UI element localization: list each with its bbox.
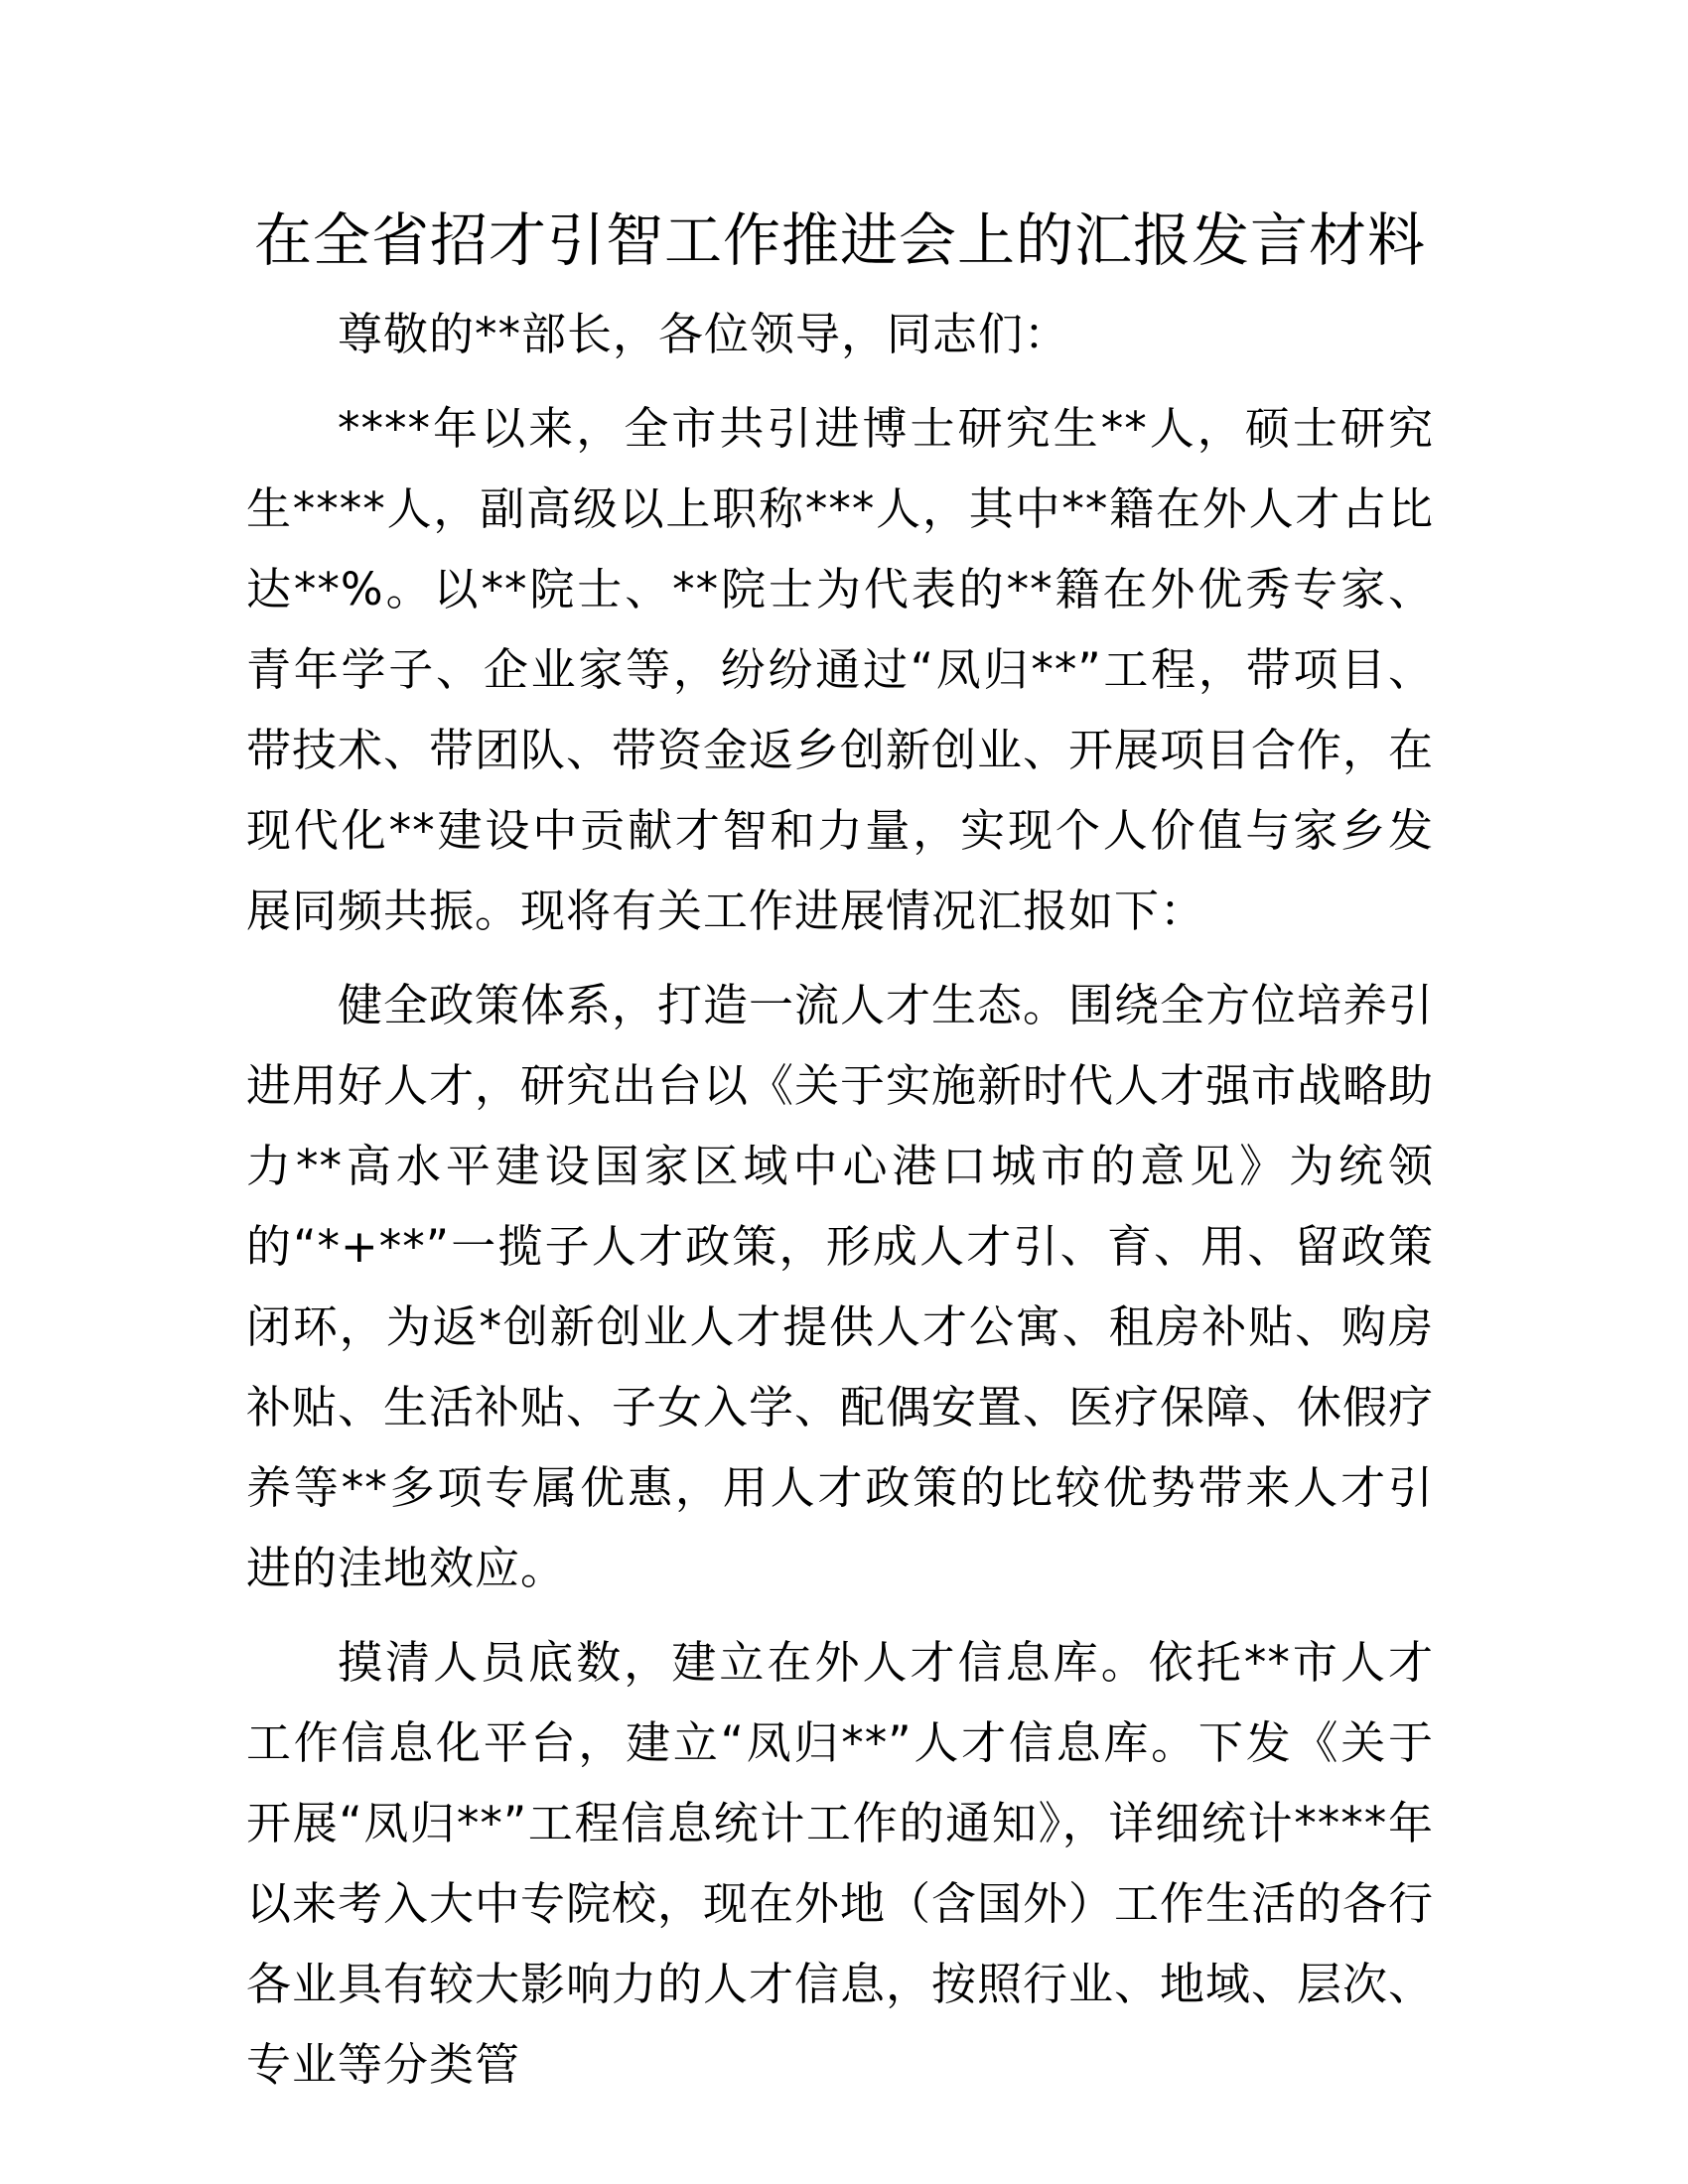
document-title: 在全省招才引智工作推进会上的汇报发言材料 (253, 206, 1426, 274)
document-body (246, 195, 1434, 2105)
paragraph-talent-database: 摸清人员底数，建立在外人才信息库。依托**市人才工作信息化平台，建立“凤归**”人才信息库。下发《关于开展“凤归**”工程信息统计工作的通知》，详细统计****年以来考入大中专院校，现在外地（含国外）工作生活的各行各业具有较大影响力的人才信息，按照行业、地域、层次、专业等分类管 (246, 1636, 1435, 2091)
paragraph-policy-system: 健全政策体系，打造一流人才生态。围绕全方位培养引进用好人才，研究出台以《关于实施新时代人才强市战略助力**高水平建设国家区域中心港口城市的意见》为统领的“*+**”一揽子人才政策，形成人才引、育、用、留政策闭环，为返*创新创业人才提供人才公寓、租房补贴、购房补贴、生活补贴、子女入学、配偶安置、医疗保障、休假疗养等**多项专属优惠，用人才政策的比较优势带来人才引进的洼地效应。 (246, 979, 1435, 1594)
salutation: 尊敬的**部长，各位领导，同志们： (338, 308, 1070, 360)
paragraph-overview: ****年以来，全市共引进博士研究生**人，硕士研究生****人，副高级以上职称***人，其中**籍在外人才占比达**%。以**院士、**院士为代表的**籍在外优秀专家、青年学子、企业家等，纷纷通过“凤归**”工程，带项目、带技术、带团队、带资金返乡创新创业、开展项目合作，在现代化**建设中贡献才智和力量，实现个人价值与家乡发展同频共振。现将有关工作进展情况汇报如下： (246, 402, 1435, 937)
